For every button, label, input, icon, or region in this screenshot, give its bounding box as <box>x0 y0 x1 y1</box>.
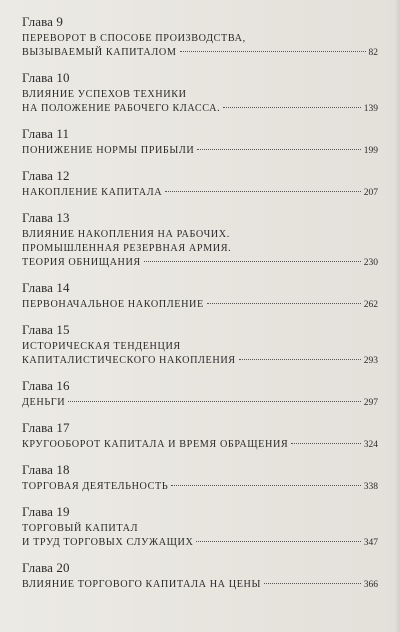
chapter-title-text: ВЛИЯНИЕ ТОРГОВОГО КАПИТАЛА НА ЦЕНЫ <box>22 579 261 590</box>
chapter-title-line <box>22 88 378 102</box>
dot-leader <box>196 541 360 542</box>
chapter-title <box>22 396 378 410</box>
dot-leader <box>291 443 360 444</box>
chapter-title <box>22 144 378 158</box>
chapter-title-text: ПРОМЫШЛЕННАЯ РЕЗЕРВНАЯ АРМИЯ. <box>22 243 232 254</box>
chapter-heading: Глава 20 <box>22 560 70 575</box>
page-number: 366 <box>363 580 378 590</box>
chapter-title-line <box>22 102 378 116</box>
chapter-title-text: ВЛИЯНИЕ УСПЕХОВ ТЕХНИКИ <box>22 89 187 100</box>
dot-leader <box>197 149 360 150</box>
dot-leader <box>223 107 361 108</box>
page-number: 338 <box>363 482 378 492</box>
chapter-title-line <box>22 256 378 270</box>
page-number: 347 <box>363 538 378 548</box>
chapter-heading: Глава 19 <box>22 504 70 519</box>
chapter-title-line <box>22 578 378 592</box>
chapter-title <box>22 340 378 368</box>
toc-entry <box>22 322 378 368</box>
dot-leader <box>180 51 366 52</box>
page-number: 199 <box>363 146 378 156</box>
page-number: 207 <box>363 188 378 198</box>
chapter-title <box>22 522 378 550</box>
toc-entry <box>22 210 378 270</box>
chapter-title-text: НА ПОЛОЖЕНИЕ РАБОЧЕГО КЛАССА. <box>22 103 221 114</box>
chapter-heading: Глава 17 <box>22 420 70 435</box>
chapter-title-line <box>22 228 378 242</box>
toc-entry <box>22 126 378 158</box>
chapter-title-text: ТЕОРИЯ ОБНИЩАНИЯ <box>22 257 141 268</box>
page-edge-shadow <box>394 0 400 632</box>
chapter-title-text: ТОРГОВАЯ ДЕЯТЕЛЬНОСТЬ <box>22 481 169 492</box>
dot-leader <box>165 191 361 192</box>
chapter-heading: Глава 15 <box>22 322 70 337</box>
chapter-title-line <box>22 480 378 494</box>
toc-entry <box>22 420 378 452</box>
page-number: 293 <box>363 356 378 366</box>
chapter-title-text: КАПИТАЛИСТИЧЕСКОГО НАКОПЛЕНИЯ <box>22 355 236 366</box>
chapter-title <box>22 298 378 312</box>
toc-entry <box>22 504 378 550</box>
chapter-heading: Глава 11 <box>22 126 70 141</box>
chapter-title-line <box>22 536 378 550</box>
chapter-title-text: КРУГООБОРОТ КАПИТАЛА И ВРЕМЯ ОБРАЩЕНИЯ <box>22 439 289 450</box>
chapter-title <box>22 228 378 270</box>
chapter-heading: Глава 14 <box>22 280 70 295</box>
chapter-title-line <box>22 522 378 536</box>
dot-leader <box>239 359 361 360</box>
chapter-title-line <box>22 298 378 312</box>
toc-entry <box>22 378 378 410</box>
chapter-title-text: ДЕНЬГИ <box>22 397 66 408</box>
dot-leader <box>68 401 361 402</box>
chapter-title-line <box>22 438 378 452</box>
chapter-title <box>22 32 378 60</box>
chapter-title <box>22 480 378 494</box>
chapter-heading: Глава 12 <box>22 168 70 183</box>
chapter-title-text: ВЫЗЫВАЕМЫЙ КАПИТАЛОМ <box>22 47 177 58</box>
chapter-title-text: ПЕРВОНАЧАЛЬНОЕ НАКОПЛЕНИЕ <box>22 299 204 310</box>
chapter-title-text: ПОНИЖЕНИЕ НОРМЫ ПРИБЫЛИ <box>22 145 195 156</box>
chapter-title <box>22 438 378 452</box>
chapter-title-text: НАКОПЛЕНИЕ КАПИТАЛА <box>22 187 163 198</box>
chapter-title-text: ТОРГОВЫЙ КАПИТАЛ <box>22 523 139 534</box>
chapter-title-line <box>22 396 378 410</box>
toc-entry <box>22 14 378 60</box>
chapter-title-text: ВЛИЯНИЕ НАКОПЛЕНИЯ НА РАБОЧИХ. <box>22 229 230 240</box>
table-of-contents <box>22 14 378 592</box>
page-number: 262 <box>363 300 378 310</box>
toc-entry <box>22 560 378 592</box>
chapter-title-line <box>22 144 378 158</box>
chapter-heading: Глава 13 <box>22 210 70 225</box>
dot-leader <box>171 485 360 486</box>
chapter-title <box>22 186 378 200</box>
chapter-title-line <box>22 32 378 46</box>
chapter-heading: Глава 10 <box>22 70 70 85</box>
chapter-title-line <box>22 354 378 368</box>
page-number: 297 <box>363 398 378 408</box>
chapter-heading: Глава 9 <box>22 14 63 29</box>
toc-entry <box>22 462 378 494</box>
toc-entry <box>22 70 378 116</box>
dot-leader <box>144 261 361 262</box>
chapter-heading: Глава 16 <box>22 378 70 393</box>
page-number: 324 <box>363 440 378 450</box>
dot-leader <box>207 303 361 304</box>
chapter-title-text: ИСТОРИЧЕСКАЯ ТЕНДЕНЦИЯ <box>22 341 181 352</box>
toc-entry <box>22 168 378 200</box>
chapter-heading: Глава 18 <box>22 462 70 477</box>
chapter-title-line <box>22 242 378 256</box>
chapter-title-line <box>22 340 378 354</box>
chapter-title-line <box>22 46 378 60</box>
chapter-title <box>22 88 378 116</box>
dot-leader <box>264 583 361 584</box>
toc-entry <box>22 280 378 312</box>
chapter-title <box>22 578 378 592</box>
chapter-title-line <box>22 186 378 200</box>
chapter-title-text: И ТРУД ТОРГОВЫХ СЛУЖАЩИХ <box>22 537 194 548</box>
page-number: 230 <box>363 258 378 268</box>
page-number: 82 <box>368 48 378 58</box>
page-number: 139 <box>363 104 378 114</box>
chapter-title-text: ПЕРЕВОРОТ В СПОСОБЕ ПРОИЗВОДСТВА, <box>22 33 246 44</box>
